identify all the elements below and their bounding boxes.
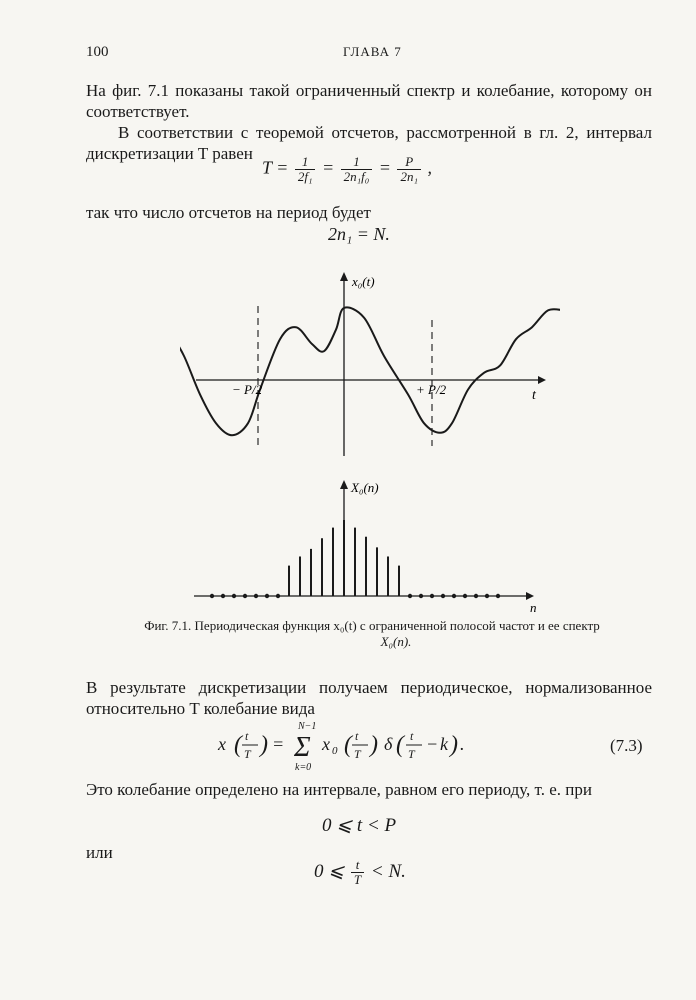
eq1-frac-2 [341,155,373,184]
equation-sampling-interval: T = $\frac{1}{\text{2f₁}}$ = $\frac{1}{\text{2n₁f₀}}$ = $\frac{P}{\text{2n₁}}$ , [262,154,432,184]
spectrum-zero-dot [463,594,467,598]
svg-text:(: ( [344,732,352,758]
caption-line-1: Фиг. 7.1. Периодическая функция x₀(t) с ограниченной полосой частот и ее спектр [144,618,600,633]
eq1-den-3: 2n₁ [400,169,418,184]
paragraph-6: или [86,843,113,862]
spectrum-zero-dot [441,594,445,598]
svg-text:): ) [260,732,268,758]
bottom-y-label: X₀(n) [351,480,379,495]
spectrum-zero-dot [221,594,225,598]
svg-text:−: − [426,734,439,754]
svg-text:T: T [408,747,415,761]
svg-text:T: T [354,747,361,761]
svg-text:): ) [450,732,458,758]
eq5-den: T [353,872,362,887]
spectrum-zero-dot [408,594,412,598]
page-number: 100 [86,44,109,60]
spectrum-zero-dot [254,594,258,598]
t-axis-arrow-icon [538,376,546,384]
top-y-label: x₀(t) [352,274,375,289]
minus-half-period-label: − P/2 [232,382,263,397]
svg-text:T: T [244,747,251,761]
eq1-num-3: P [397,155,421,170]
spectrum-zero-dot [265,594,269,598]
figure-caption [92,618,652,650]
paragraph-3: так что число отсчетов на период будет [86,203,371,222]
spectrum-zero-dot [430,594,434,598]
spectrum-zero-dot [232,594,236,598]
equation-7-3 [214,718,514,774]
svg-text:0: 0 [332,745,338,757]
eq1-lhs: T = [262,157,289,178]
chapter-title: ГЛАВА 7 [343,44,402,59]
eq1-frac-1 [295,155,316,184]
spectrum-zero-dot [419,594,423,598]
spectrum-zero-dot [485,594,489,598]
eq5-left: 0 ⩽ [314,860,345,882]
paragraph-4: В результате дискретизации получаем периодическое, нормализованное относительно T колебание вида [86,678,652,718]
caption-line-2: X₀(n). [380,634,412,649]
equation-number: (7.3) [610,736,643,755]
eq1-frac-3 [397,155,421,184]
svg-text:t: t [355,729,359,743]
eq5-frac [351,858,364,887]
spectrum-y-axis-arrow-icon [340,480,348,489]
svg-text:N−1: N−1 [298,721,317,732]
eq1-den-2: 2n₁f₀ [343,169,370,184]
svg-text:=: = [272,734,285,754]
svg-text:t: t [410,729,414,743]
svg-text:δ: δ [384,734,393,754]
paragraph-2: В соответствии с теоремой отсчетов, рассмотренной в гл. 2, интервал дискретизации T равен [86,123,652,163]
svg-text:k=0: k=0 [295,762,312,773]
svg-text:): ) [370,732,378,758]
plus-half-period-label: + P/2 [416,382,447,397]
spectrum-zero-dot [243,594,247,598]
paragraph-5: Это колебание определено на интервале, равном его периоду, т. е. при [86,780,592,799]
svg-text:x: x [218,734,226,754]
svg-text:(: ( [234,732,242,758]
eq1-num-2: 1 [341,155,373,170]
top-x-label: t [532,388,536,403]
eq5-right: < N. [370,860,406,882]
spectrum-zero-dot [474,594,478,598]
n-axis-arrow-icon [526,592,534,600]
bottom-x-label: n [530,600,537,615]
svg-text:x: x [322,734,330,754]
paragraph-1: На фиг. 7.1 показаны такой ограниченный спектр и колебание, которому он соответствует. [86,81,652,121]
svg-text:Σ: Σ [294,732,311,763]
spectrum-marks [210,520,500,598]
svg-text:k: k [440,734,448,754]
eq1-den-1: 2f₁ [297,169,313,184]
spectrum-zero-dot [496,594,500,598]
waveform-curve [180,307,560,435]
eq5-num: t [351,858,364,873]
spectrum-zero-dot [210,594,214,598]
waveform-plot [180,268,560,460]
x0-axis-arrow-icon [340,272,348,281]
svg-text:t: t [245,729,249,743]
spectrum-zero-dot [452,594,456,598]
eq1-num-1: 1 [295,155,316,170]
spectrum-plot [180,476,552,616]
equation-interval-normalized [314,858,406,887]
equation-interval-t: 0 ⩽ t < P [322,815,397,836]
svg-text:(: ( [396,732,404,758]
svg-text:.: . [460,734,465,754]
spectrum-zero-dot [276,594,280,598]
equation-samples-per-period: 2n₁ = N. [328,224,390,244]
